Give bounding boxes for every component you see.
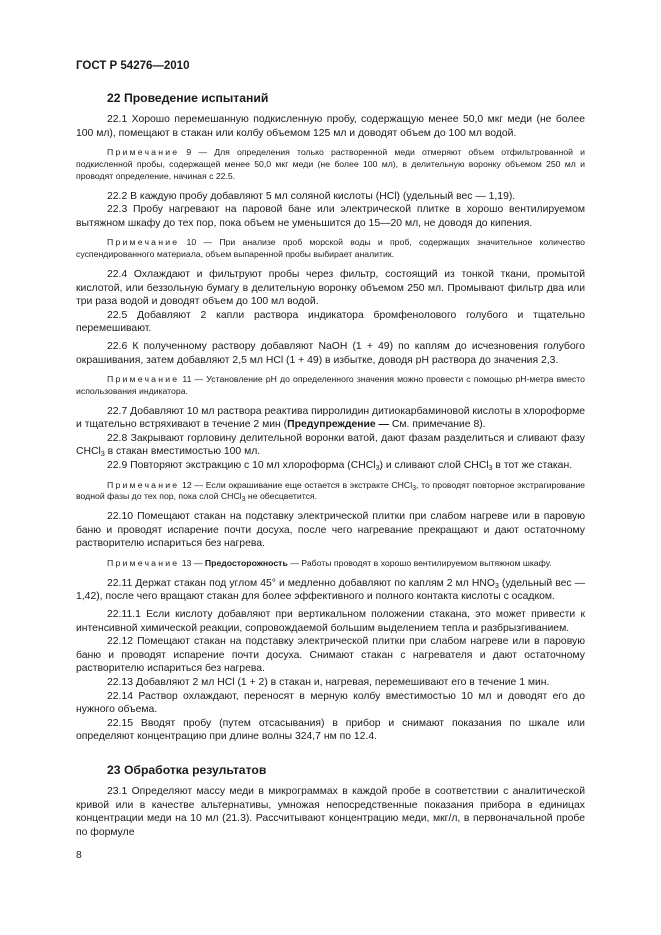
note-9-text: 9 — Для определения только растворенной меди отмеряют объем отфильтрованной и подкисленной пробы, содержащей менее 50,0 мкг меди (не более 100 мл), в делительную воронку объемом 250 мл и проводят определение, начиная с 22.5. xyxy=(76,147,585,181)
section-heading-23: 23 Обработка результатов xyxy=(107,762,267,777)
paragraph-22-3: 22.3 Пробу нагревают на паровой бане или электрической плитке в хорошо вентилируемом вытяжном шкафу до тех пор, пока объем не уменьшится до 15—20 мл, не доводя до кипения. xyxy=(76,204,585,229)
note-label: Примечание xyxy=(107,147,180,158)
document-body xyxy=(76,91,585,839)
section-heading-22: 22 Проведение испытаний xyxy=(107,91,269,105)
paragraph-22-9: 22.9 Повторяют экстракцию с 10 мл хлороформа (CHCl$_3$) и сливают слой CHCl$_3$ в тот же стакан. xyxy=(107,460,573,473)
paragraph-22-8: 22.8 Закрывают горловину делительной воронки ватой, дают фазам разделиться и сливают фазу CHCl$_3$ в стакан вместимостью 100 мл. xyxy=(76,432,585,459)
paragraph-22-4: 22.4 Охлаждают и фильтруют пробы через фильтр, состоящий из тонкой ткани, промытой кислотой, или беззольную бумагу в делительную воронку объемом 250 мл. Промывают фильтр два или три раза водой и доводят объем до 100 мл водой. xyxy=(76,268,585,308)
paragraph-22-10: 22.10 Помещают стакан на подставку электрической плитки при слабом нагреве или в паровую баню и проводят испарение почти досуха, после чего нагревание прекращают и дают остаточному растворителю испариться без нагрева. xyxy=(76,511,585,550)
paragraph-22-5: 22.5 Добавляют 2 капли раствора индикатора бромфенолового голубого и тщательно перемешивают. xyxy=(76,309,585,335)
note-label: Примечание xyxy=(107,479,180,490)
precaution-label: Предосторожность xyxy=(204,558,288,569)
document-header: ГОСТ Р 54276—2010 xyxy=(76,60,190,72)
note-label: Примечание xyxy=(107,558,180,569)
paragraph-22-12: 22.12 Помещают стакан на подставку электрической плитки при слабом нагреве или в паровую баню и проводят испарение почти досуха. Снимают стакан с нагревателя и дают остаточному растворителю испариться без нагрева. xyxy=(76,636,585,675)
note-11-text: 11 — Установление pH до определенного значения можно провести с помощью pH-метра вместо использования индикатора. xyxy=(76,374,585,396)
paragraph-22-7: 22.7 Добавляют 10 мл раствора реактива пирролидин дитиокарбаминовой кислоты в хлороформе и тщательно встряхивают в течение 2 мин (Предупреждение — См. примечание 8). xyxy=(76,405,585,431)
note-12: Примечание 12 — Если окрашивание еще остается в экстракте CHCl$_3$, то проводят повторное экстрагирование водной фазы до тех пор, пока слой CHCl$_3$ не обесцветится. xyxy=(76,479,586,504)
note-13: Примечание 13 — Предосторожность — Работы проводят в хорошо вентилируемом вытяжном шкафу. xyxy=(107,558,552,569)
paragraph-22-11-1: 22.11.1 Если кислоту добавляют при вертикальном положении стакана, это может привести к интенсивной химической реакции, сопровождаемой большим выделением тепла и разбрызгиванием. xyxy=(76,609,585,634)
paragraph-22-6: 22.6 К полученному раствору добавляют NaOH (1 + 49) по каплям до исчезновения голубого окрашивания, затем добавляют 2,5 мл HCl (1 + 49) в избытке, доводя pH раствора до значения 2,3. xyxy=(76,340,585,366)
note-10 xyxy=(76,237,585,261)
paragraph-22-2: 22.2 В каждую пробу добавляют 5 мл соляной кислоты (HCl) (удельный вес — 1,19). xyxy=(107,190,516,202)
note-label: Примечание xyxy=(107,374,180,385)
note-label: Примечание xyxy=(107,237,180,248)
paragraph-22-13: 22.13 Добавляют 2 мл HCl (1 + 2) в стакан и, нагревая, перемешивают его в течение 1 мин. xyxy=(107,677,550,688)
paragraph-23-1: 23.1 Определяют массу меди в микрограммах в каждой пробе в соответствии с аналитической кривой или в качестве альтернативы, умножая непосредственные показания прибора в единицах концентрации меди на 10 мл (21.3). Рассчитывают концентрацию меди, мкг/л, в первоначальной пробе по формуле xyxy=(76,785,585,838)
paragraph-22-1: 22.1 Хорошо перемешанную подкисленную пробу, содержащую менее 50,0 мкг меди (не более 100 мл), помещают в стакан или колбу объемом 125 мл и доводят объем до 100 мл водой. xyxy=(76,114,585,139)
paragraph-22-14: 22.14 Раствор охлаждают, переносят в мерную колбу вместимостью 10 мл и доводят его до нужного объема. xyxy=(76,690,585,716)
paragraph-22-11: 22.11 Держат стакан под углом 45° и медленно добавляют по каплям 2 мл $HNO_3$ (удельный вес — 1,42), после чего вращают стакан для более эффективного и полного контакта кислоты с осадком. xyxy=(76,577,585,603)
page-number: 8 xyxy=(76,850,82,861)
warning-label: Предупреждение — xyxy=(287,419,389,431)
paragraph-22-15: 22.15 Вводят пробу (путем отсасывания) в прибор и снимают показания по шкале или определяют концентрацию при длине волны 324,7 нм по 12.4. xyxy=(76,717,585,743)
note-11 xyxy=(76,374,585,398)
note-9 xyxy=(76,147,585,182)
note-10-text: 10 — При анализе проб морской воды и проб, содержащих значительное количество суспендированного материала, объем выпаренной пробы выбирает аналитик. xyxy=(76,237,585,260)
